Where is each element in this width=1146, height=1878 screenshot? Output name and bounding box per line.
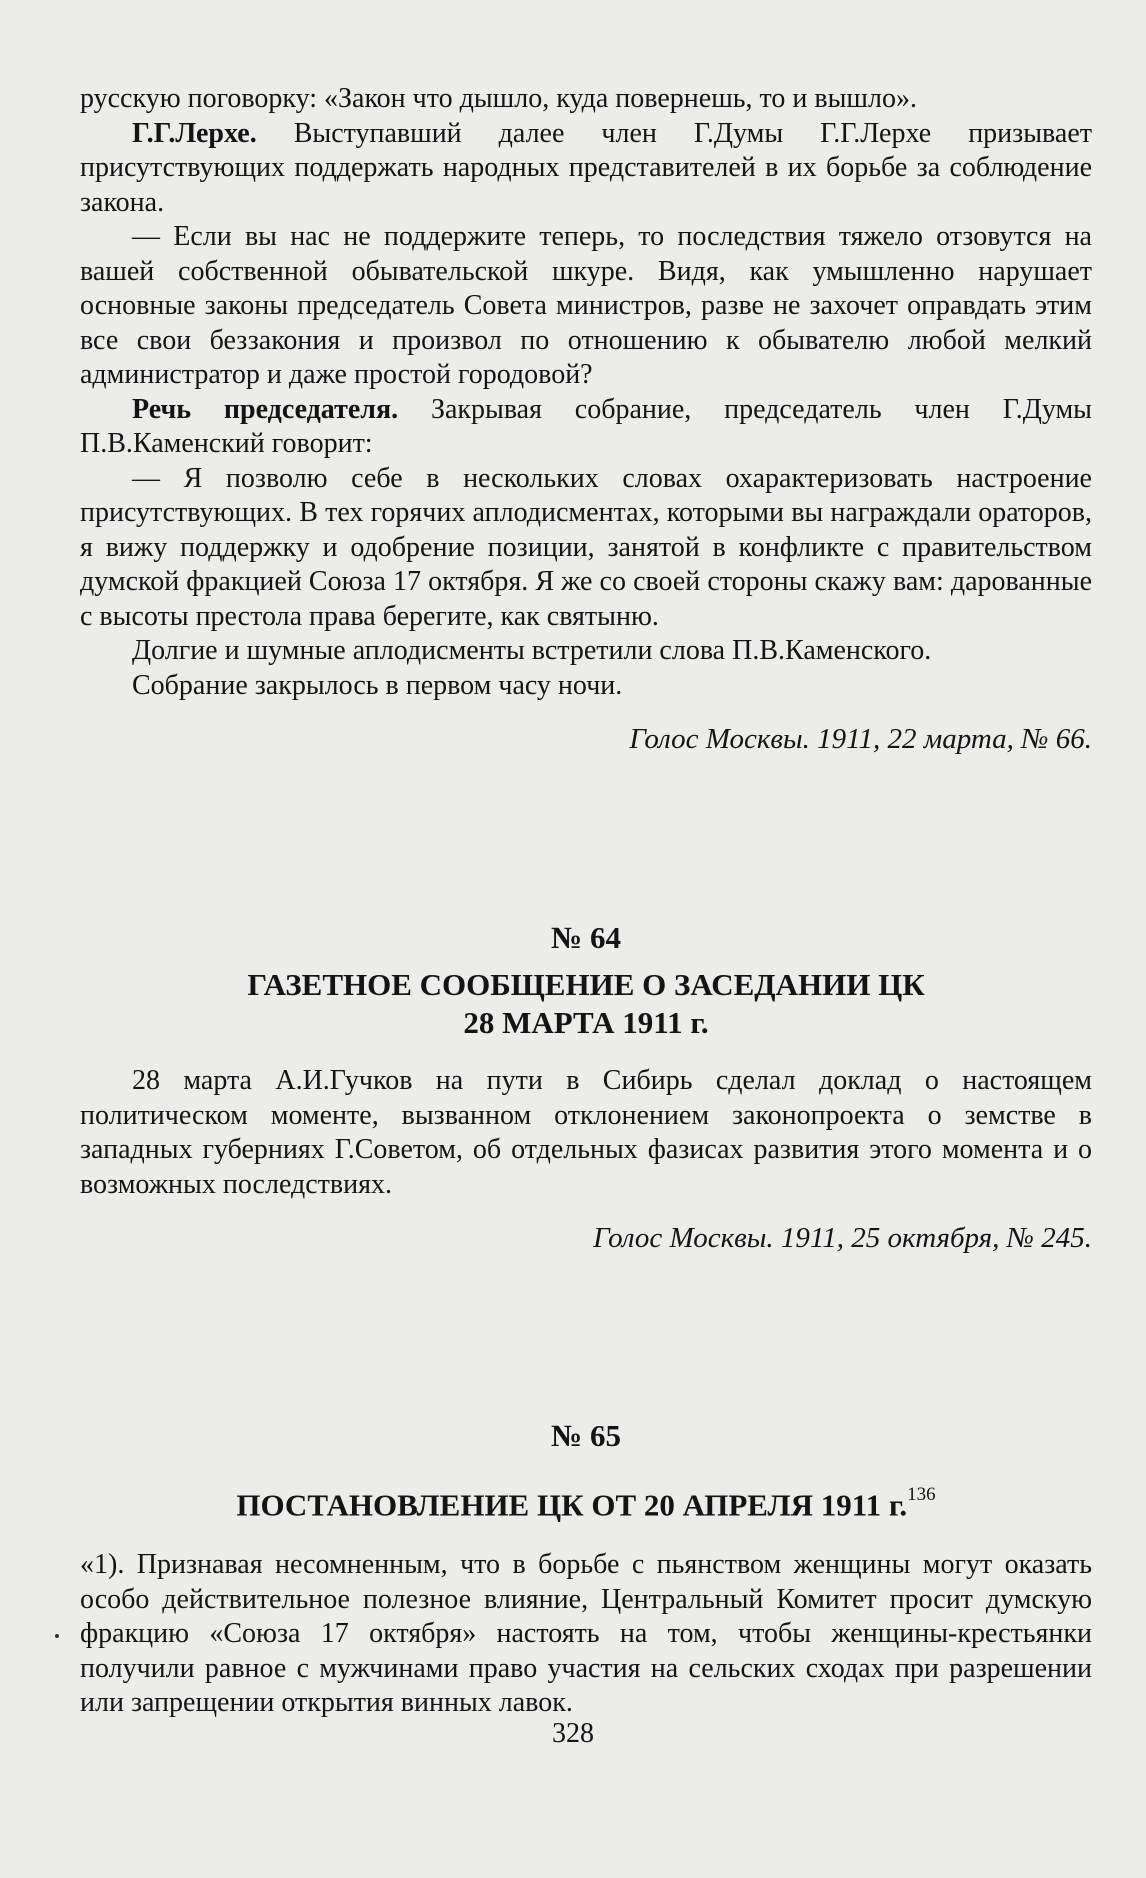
section-continuation (80, 82, 1092, 756)
document-title (80, 1480, 1092, 1524)
document-title-date: 28 МАРТА 1911 г. (463, 1005, 709, 1040)
paragraph: 28 марта А.И.Гучков на пути в Сибирь сделал доклад о настоящем политическом моменте, вызванном отклонением законопроекта о земстве в западных губерниях Г.Советом, об отдельных фазисах развития этого момента и о возможных последствиях. (80, 1065, 1092, 1200)
margin-dot (55, 1634, 59, 1638)
source-citation: Голос Москвы. 1911, 25 октября, № 245. (593, 1222, 1092, 1254)
paragraph-applause: Долгие и шумные аплодисменты встретили слова П.В.Каменского. (132, 635, 932, 666)
paragraph-speech: — Я позволю себе в нескольких словах охарактеризовать настроение присутствующих. В тех горячих аплодисментах, которыми вы награждали ораторов, я вижу поддержку и одобрение позиции, занятой в конфликте с правительством думской фракцией Союза 17 октября. Я же со своей стороны скажу вам: дарованные с высоты престола права берегите, как святыню. (80, 462, 1092, 632)
paragraph-quote: — Если вы нас не поддержите теперь, то последствия тяжело отзовутся на вашей собственной обывательской шкуре. Видя, как умышленно нарушает основные законы председатель Совета министров, разве не захочет оправдать этим все свои беззакония и произвол по отношению к обывателю любой мелкий администратор и даже простой городовой? (80, 221, 1092, 390)
paragraph: русскую поговорку: «Закон что дышло, куда повернешь, то и вышло». (80, 83, 917, 114)
paragraph-lerkhe (80, 117, 1092, 221)
page-number: 328 (552, 1718, 594, 1749)
document-number: № 65 (551, 1418, 621, 1453)
document-title: ГАЗЕТНОЕ СООБЩЕНИЕ О ЗАСЕДАНИИ ЦК (247, 967, 925, 1002)
speaker-name: Г.Г.Лерхе. (132, 117, 257, 149)
paragraph-closing: Собрание закрылось в первом часу ночи. (132, 669, 623, 701)
footnote-reference: 136 (907, 1484, 936, 1505)
paragraph-text: Закрывая собрание, председатель член Г.Думы П.В.Каменский говорит: (80, 393, 1092, 459)
title-text: ПОСТАНОВЛЕНИЕ ЦК ОТ 20 АПРЕЛЯ 1911 г. (236, 1487, 908, 1523)
document-65 (80, 1418, 1092, 1721)
paragraph-text: Выступавший далее член Г.Думы Г.Г.Лерхе призывает присутствующих поддержать народных представителей в их борьбе за соблюдение закона. (80, 117, 1092, 218)
document-number: № 64 (551, 920, 621, 955)
section-heading-inline: Речь председателя. (132, 393, 399, 425)
paragraph: «1). Признавая несомненным, что в борьбе с пьянством женщины могут оказать особо действительное полезное влияние, Центральный Комитет просит думскую фракцию «Союза 17 октября» настоять на том, чтобы женщины-крестьянки получили равное с мужчинами право участия на сельских сходах при разрешении или запрещении открытия винных лавок. (80, 1549, 1092, 1719)
source-citation: Голос Москвы. 1911, 22 марта, № 66. (629, 723, 1092, 755)
document-64 (80, 920, 1092, 1255)
paragraph-chairman (80, 393, 1092, 462)
